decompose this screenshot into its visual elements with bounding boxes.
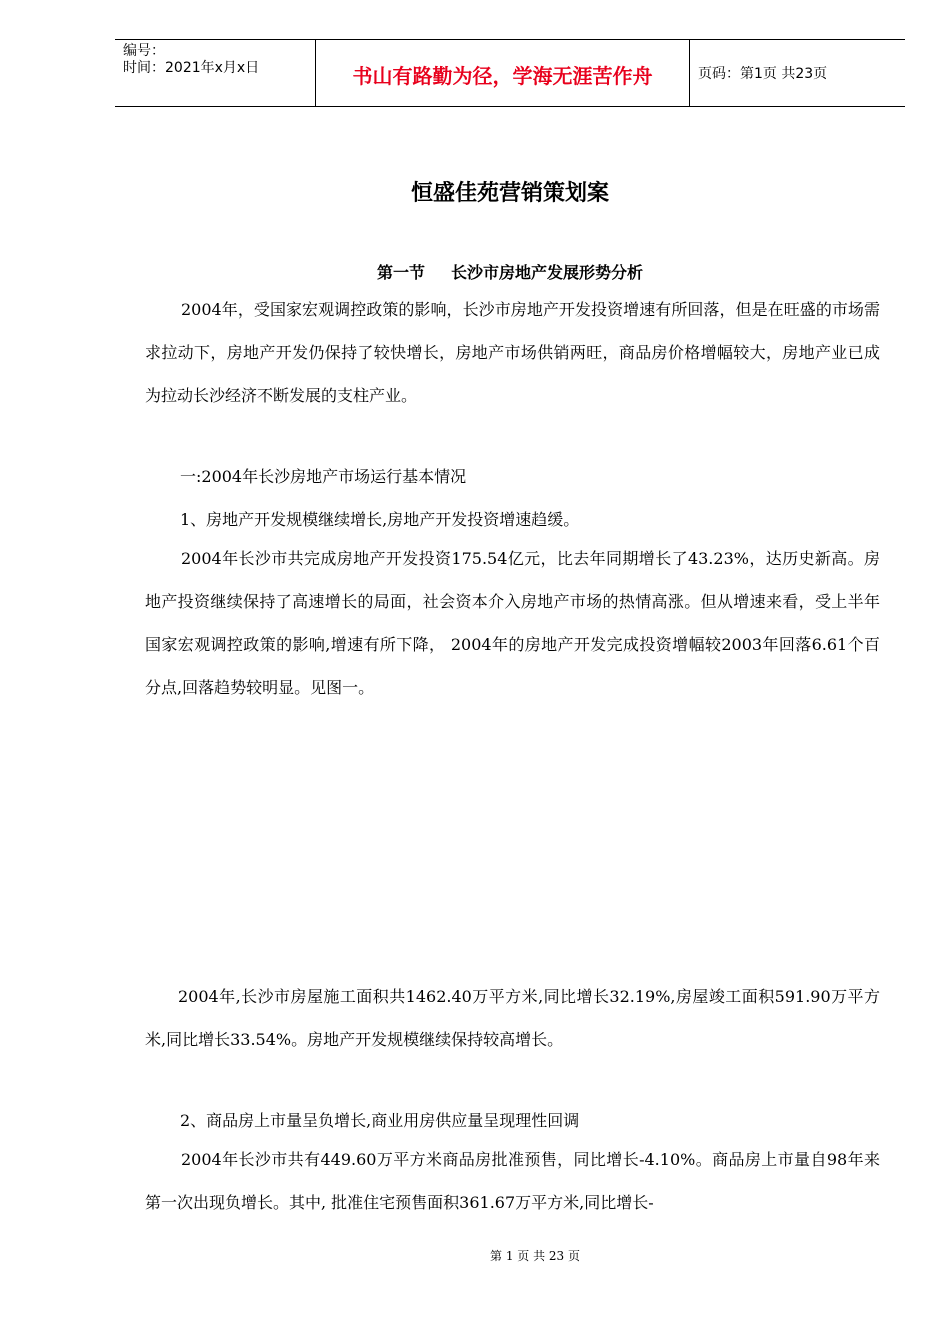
header-table <box>115 39 905 107</box>
investment-paragraph: 2004年长沙市共完成房地产开发投资175.54亿元，比去年同期增长了43.23%，达历史新高。房地产投资继续保持了高速增长的局面，社会资本介入房地产市场的热情高涨。但从增速来看，受上半年国家宏观调控政策的影响,增速有所下降， 2004年的房地产开发完成投资增幅较2003年回落6.61个百分点,回落趋势较明显。见图一。 <box>145 549 880 697</box>
construction-paragraph: 2004年,长沙市房屋施工面积共1462.40万平方米,同比增长32.19%,房屋竣工面积591.90万平方米,同比增长33.54%。房地产开发规模继续保持较高增长。 <box>145 987 880 1049</box>
heading-development-scale: 1、房地产开发规模继续增长,房地产开发投资增速趋缓。 <box>180 510 580 529</box>
intro-paragraph: 2004年，受国家宏观调控政策的影响，长沙市房地产开发投资增速有所回落，但是在旺盛的市场需求拉动下，房地产开发仍保持了较快增长，房地产市场供销两旺，商品房价格增幅较大，房地产业已成为拉动长沙经济不断发展的支柱产业。 <box>145 300 880 405</box>
section-name: 长沙市房地产发展形势分析 <box>451 263 644 282</box>
page-footer: 第 1 页 共 23 页 <box>490 1249 580 1263</box>
section-number: 第一节 <box>376 263 425 282</box>
header-page-info: 页码：第1页 共23页 <box>698 66 828 82</box>
document-number-label: 编号： <box>123 43 165 59</box>
supply-paragraph: 2004年长沙市共有449.60万平方米商品房批准预售，同比增长-4.10%。商品房上市量自98年来第一次出现负增长。其中, 批准住宅预售面积361.67万平方米,同比增长- <box>145 1150 880 1212</box>
header-motto: 书山有路勤为径，学海无涯苦作舟 <box>316 40 690 106</box>
header-meta-cell <box>115 40 316 106</box>
heading-market-overview: 一:2004年长沙房地产市场运行基本情况 <box>180 467 467 486</box>
section-heading <box>0 260 950 283</box>
heading-commercial-supply: 2、商品房上市量呈负增长,商业用房供应量呈现理性回调 <box>180 1111 580 1130</box>
document-time-label: 时间：2021年x月x日 <box>123 60 260 76</box>
document-title: 恒盛佳苑营销策划案 <box>410 181 609 206</box>
